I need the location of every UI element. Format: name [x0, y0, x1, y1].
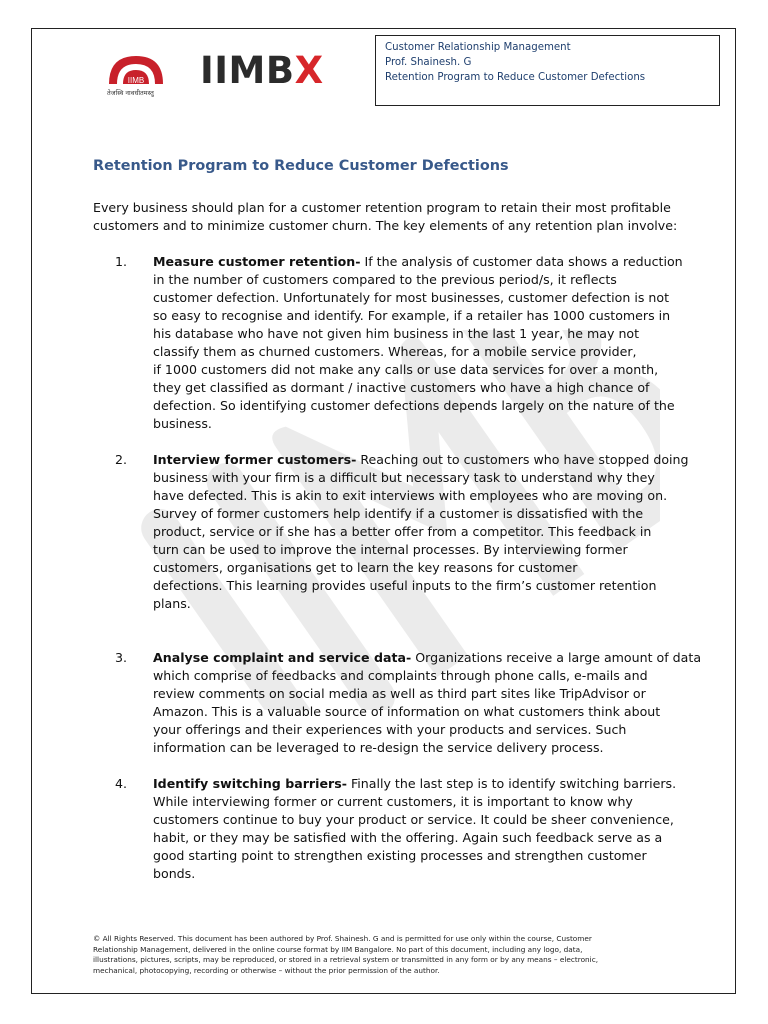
item-line: While interviewing former or current customers, it is important to know why: [153, 794, 633, 809]
list-item: [93, 451, 689, 613]
item-line: classify them as churned customers. Whereas, for a mobile service provider,: [153, 344, 637, 359]
item-line: bonds.: [153, 866, 196, 881]
item-line: they get classified as dormant / inactive customers who have a high chance of: [153, 380, 650, 395]
logo-motto: तेजस्वि नावधीतमस्तु: [107, 89, 154, 97]
item-heading: Measure customer retention-: [153, 254, 361, 269]
footer-line: mechanical, photocopying, recording or otherwise – without the prior permission of the author.: [93, 965, 440, 975]
iimbx-brand: [200, 49, 324, 92]
item-number: 3.: [115, 650, 128, 665]
item-text: Reaching out to customers who have stopped doing: [356, 452, 689, 467]
item-line: business.: [153, 416, 212, 431]
item-line: habit, or they may be satisfied with the offering. Again such feedback serve as a: [153, 830, 663, 845]
intro-line: Every business should plan for a customer retention program to retain their most profitable: [93, 200, 671, 215]
item-line: so easy to recognise and identify. For example, if a retailer has 1000 customers in: [153, 308, 671, 323]
list-item: [93, 649, 702, 757]
document-title: Retention Program to Reduce Customer Defections: [93, 158, 509, 174]
item-line: good starting point to strengthen existing processes and strengthen customer: [153, 848, 647, 863]
item-line: his database who have not given him business in the last 1 year, he may not: [153, 326, 640, 341]
item-heading: Analyse complaint and service data-: [153, 650, 412, 665]
item-line: customers continue to buy your product or service. It could be sheer convenience,: [153, 812, 674, 827]
professor-name: Prof. Shainesh. G: [385, 57, 472, 68]
item-line: if 1000 customers did not make any calls or use data services for over a month,: [153, 362, 659, 377]
item-line: turn can be used to improve the internal processes. By interviewing former: [153, 542, 628, 557]
item-heading: Identify switching barriers-: [153, 776, 347, 791]
item-line: product, service or if she has a better offer from a competitor. This feedback in: [153, 524, 652, 539]
footer-line: illustrations, pictures, scripts, may be reproduced, or stored in a retrieval system or transmitted in any form or by any means – electronic,: [93, 955, 599, 964]
intro-line: customers and to minimize customer churn. The key elements of any retention plan involve:: [93, 218, 678, 233]
course-header-box: [375, 35, 720, 106]
topic-name: Retention Program to Reduce Customer Defections: [385, 72, 646, 83]
list-item: [93, 775, 683, 883]
item-line: review comments on social media as well as third part sites like TripAdvisor or: [153, 686, 646, 701]
item-line: customer defection. Unfortunately for most businesses, customer defection is not: [153, 290, 670, 305]
item-text: Finally the last step is to identify switching barriers.: [346, 776, 677, 791]
footer-line: Relationship Management, delivered in the online course format by IIM Bangalore. No part of this document, including any logo, data,: [93, 944, 583, 954]
item-line: customers, organisations get to learn the key reasons for customer: [153, 560, 578, 575]
logo-inner-text: IIMB: [127, 76, 145, 85]
item-number: 4.: [115, 776, 128, 791]
item-line: in the number of customers compared to the previous period/s, it reflects: [153, 272, 617, 287]
item-text: Organizations receive a large amount of data: [411, 650, 702, 665]
footer-line: © All Rights Reserved. This document has been authored by Prof. Shainesh. G and is permitted for use only within the course, Customer: [93, 934, 592, 943]
item-line: information can be leveraged to re-design the service delivery process.: [153, 740, 604, 755]
course-name: Customer Relationship Management: [385, 42, 571, 53]
document-body: [93, 199, 702, 883]
item-line: your offerings and their experiences with your products and services. Such: [153, 722, 627, 737]
list-item: [93, 253, 683, 433]
item-number: 2.: [115, 452, 128, 467]
item-number: 1.: [115, 254, 128, 269]
brand-main: IIMB: [200, 49, 295, 92]
item-line: business with your firm is a difficult but necessary task to understand why they: [153, 470, 655, 485]
item-line: defections. This learning provides useful inputs to the firm’s customer retention: [153, 578, 657, 593]
item-heading: Interview former customers-: [153, 452, 357, 467]
item-line: Survey of former customers help identify if a customer is dissatisfied with the: [153, 506, 644, 521]
item-text: If the analysis of customer data shows a reduction: [360, 254, 683, 269]
item-line: defection. So identifying customer defections depends largely on the nature of the: [153, 398, 675, 413]
copyright-footer: [93, 934, 683, 976]
item-line: have defected. This is akin to exit interviews with employees who are moving on.: [153, 488, 668, 503]
item-line: Amazon. This is a valuable source of information on what customers think about: [153, 704, 661, 719]
item-line: which comprise of feedbacks and complaints through phone calls, e-mails and: [153, 668, 648, 683]
brand-accent: X: [294, 49, 324, 92]
item-line: plans.: [153, 596, 191, 611]
